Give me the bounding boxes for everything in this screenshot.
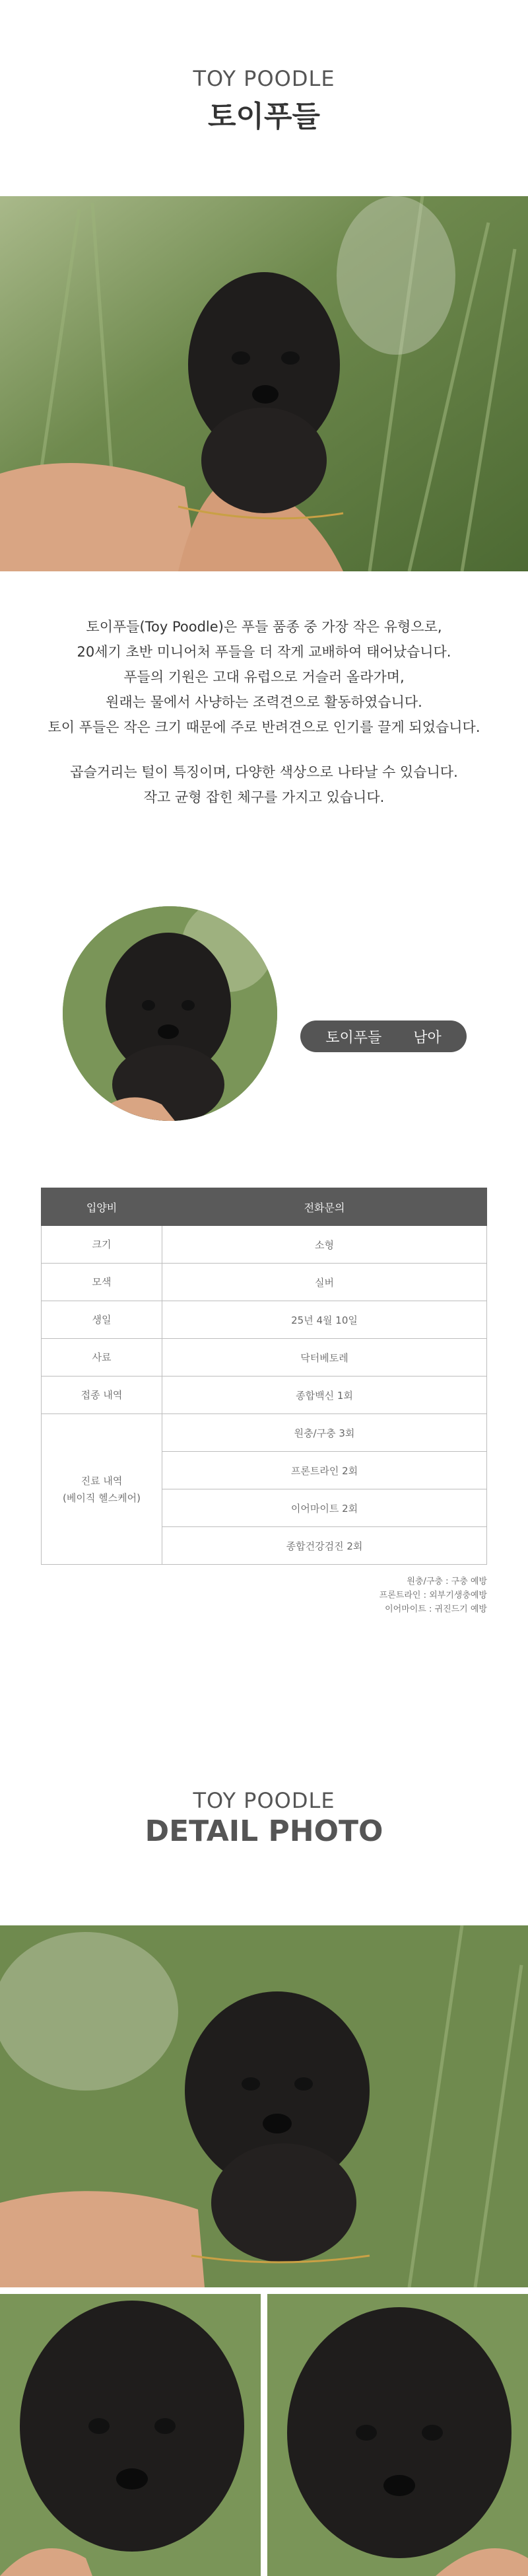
- table-row: [42, 1264, 487, 1301]
- table-row: [42, 1339, 487, 1377]
- table-header-left: 입양비: [42, 1188, 162, 1226]
- row-value: 25년 4월 10일: [162, 1301, 487, 1339]
- row-value: 닥터베토레: [162, 1339, 487, 1377]
- tag-breed: 토이푸들: [325, 1029, 382, 1046]
- footnotes: [380, 1575, 487, 1616]
- intro-line-3: 푸들의 기원은 고대 유럽으로 거슬러 올라가며,: [123, 669, 405, 685]
- footnote: 원충/구충 : 구충 예방: [407, 1577, 487, 1587]
- footnote: 프론트라인 : 외부기생충예방: [379, 1591, 487, 1600]
- care-value: 종합건강검진 2회: [162, 1527, 487, 1565]
- intro-line-5: 토이 푸들은 작은 크기 때문에 주로 반려견으로 인기를 끌게 되었습니다.: [48, 719, 480, 735]
- table-header-row: [42, 1188, 487, 1226]
- table-row: [42, 1377, 487, 1414]
- detail-title-en: TOY POODLE: [193, 1788, 335, 1813]
- care-key: [42, 1414, 162, 1565]
- care-key-line-2: (베이직 헬스케어): [63, 1491, 141, 1504]
- row-value: 종합백신 1회: [162, 1377, 487, 1414]
- row-key: 크기: [42, 1226, 162, 1264]
- care-key-line-1: 진료 내역: [81, 1474, 123, 1487]
- intro-text: [0, 614, 528, 810]
- footnote: 이어마이트 : 귀진드기 예방: [385, 1604, 487, 1614]
- hero-puppy-photo: [0, 196, 528, 571]
- intro-line-7: 작고 균형 잡힌 체구를 가지고 있습니다.: [143, 789, 385, 805]
- intro-line-1: 토이푸들(Toy Poodle)은 푸들 품종 중 가장 작은 유형으로,: [86, 619, 442, 635]
- detail-photo-3: [267, 2294, 528, 2576]
- care-value: 이어마이트 2회: [162, 1489, 487, 1527]
- intro-line-4: 원래는 물에서 사냥하는 조력견으로 활동하였습니다.: [106, 694, 422, 710]
- care-value: 프론트라인 2회: [162, 1452, 487, 1489]
- care-value: 원충/구충 3회: [162, 1414, 487, 1452]
- header-title-en: TOY POODLE: [193, 66, 335, 91]
- detail-title: DETAIL PHOTO: [145, 1814, 383, 1848]
- tag-sex: 남아: [413, 1029, 442, 1046]
- row-key: 접종 내역: [42, 1377, 162, 1414]
- breed-sex-tag: [300, 1020, 467, 1052]
- row-key: 사료: [42, 1339, 162, 1377]
- detail-photo-2: [0, 2294, 261, 2576]
- table-row: [42, 1226, 487, 1264]
- detail-photo-1: [0, 1925, 528, 2287]
- table-row: [42, 1414, 487, 1452]
- header-title-ko: 토이푸들: [207, 100, 320, 133]
- table-header-right: 전화문의: [162, 1188, 487, 1226]
- info-table: [41, 1188, 487, 1565]
- row-key: 생일: [42, 1301, 162, 1339]
- row-value: 실버: [162, 1264, 487, 1301]
- row-key: 모색: [42, 1264, 162, 1301]
- row-value: 소형: [162, 1226, 487, 1264]
- intro-line-6: 곱슬거리는 털이 특징이며, 다양한 색상으로 나타날 수 있습니다.: [70, 764, 458, 780]
- table-row: [42, 1301, 487, 1339]
- intro-line-2: 20세기 초반 미니어처 푸들을 더 작게 교배하여 태어났습니다.: [77, 644, 451, 660]
- profile-puppy-photo: [63, 906, 277, 1121]
